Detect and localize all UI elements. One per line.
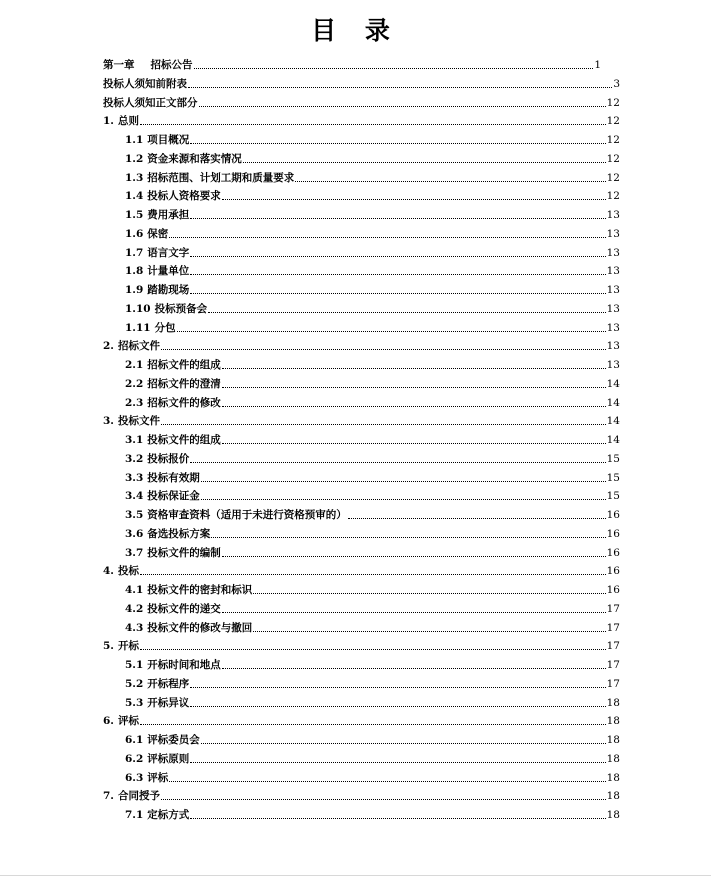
toc-entry[interactable] xyxy=(125,469,620,485)
toc-entry-title xyxy=(125,302,207,316)
toc-entry-page-number: 13 xyxy=(606,227,620,240)
dot-leader xyxy=(190,255,605,257)
toc-entry-title xyxy=(125,283,189,297)
toc-entry-page-number: 13 xyxy=(606,246,620,259)
toc-entry-label: 投标文件的密封和标识 xyxy=(147,584,253,596)
toc-entry-title xyxy=(125,227,168,241)
toc-entry-page-number: 12 xyxy=(606,152,620,165)
toc-entry-number: 4.1 xyxy=(125,584,144,596)
toc-entry-title xyxy=(125,658,221,672)
toc-entry-title xyxy=(125,433,221,447)
toc-entry-number: 第一章 xyxy=(103,59,135,71)
toc-entry-page-number: 18 xyxy=(606,715,620,728)
dot-leader xyxy=(194,67,594,69)
page-title: 目 录 xyxy=(311,16,400,45)
toc-entry-label: 评标 xyxy=(117,715,139,728)
toc-entry-title xyxy=(125,602,221,616)
toc-entry[interactable] xyxy=(125,506,620,522)
page-bottom-divider xyxy=(0,875,711,876)
toc-entry-page-number: 17 xyxy=(606,640,620,653)
toc-entry[interactable] xyxy=(125,694,620,710)
toc-entry-number: 1.7 xyxy=(125,246,144,259)
dot-leader xyxy=(348,517,606,519)
dot-leader xyxy=(222,405,606,407)
dot-leader xyxy=(169,780,605,782)
toc-entry-page-number: 18 xyxy=(606,809,620,821)
toc-entry-label: 投标文件的组成 xyxy=(147,434,221,446)
toc-entry-label: 招标范围、计划工期和质量要求 xyxy=(147,171,295,184)
toc-entry-label: 投标人须知前附表 xyxy=(103,77,187,90)
toc-entry-title xyxy=(125,452,189,466)
toc-entry-number: 4.3 xyxy=(125,621,144,634)
toc-entry-label: 评标委员会 xyxy=(147,734,200,746)
toc-entry[interactable] xyxy=(103,75,620,91)
toc-entry-label: 备选投标方案 xyxy=(147,527,211,540)
toc-entry[interactable] xyxy=(125,394,620,410)
toc-entry-title xyxy=(103,564,139,578)
toc-entry-title xyxy=(103,414,160,428)
toc-entry-page-number: 18 xyxy=(606,734,620,746)
dot-leader xyxy=(243,161,606,163)
toc-entry-page-number: 15 xyxy=(606,471,620,484)
toc-entry-label: 资格审查资料（适用于未进行资格预审的） xyxy=(147,509,347,521)
toc-entry[interactable] xyxy=(103,94,620,110)
toc-entry[interactable] xyxy=(125,731,620,747)
toc-entry-title xyxy=(125,771,168,785)
toc-entry-title xyxy=(103,714,139,728)
dot-leader xyxy=(190,686,605,688)
dot-leader xyxy=(161,798,606,800)
toc-entry-title xyxy=(125,133,189,147)
toc-entry-number: 6.1 xyxy=(125,734,144,746)
toc-entry[interactable] xyxy=(125,769,620,785)
toc-entry-label: 评标原则 xyxy=(147,752,190,765)
toc-entry-title xyxy=(125,171,294,185)
dot-leader xyxy=(140,648,606,650)
toc-entry-page-number: 17 xyxy=(606,677,620,690)
toc-entry[interactable] xyxy=(125,244,620,260)
toc-entry-label: 投标保证金 xyxy=(147,490,200,503)
toc-entry[interactable] xyxy=(125,619,620,635)
toc-entry-number: 3.5 xyxy=(125,509,144,521)
dot-leader xyxy=(190,273,605,275)
toc-entry-title xyxy=(103,114,139,128)
toc-entry-page-number: 15 xyxy=(606,490,620,503)
toc-entry-title xyxy=(125,733,200,747)
toc-entry-label: 费用承担 xyxy=(147,209,190,221)
dot-leader xyxy=(190,217,605,219)
toc-entry-page-number: 13 xyxy=(606,265,620,278)
toc-entry-number: 4.2 xyxy=(125,602,144,615)
toc-entry-page-number: 18 xyxy=(606,696,620,709)
toc-entry-title xyxy=(125,527,210,541)
toc-entry-number: 3. xyxy=(103,415,114,428)
dot-leader xyxy=(201,742,606,744)
dot-leader xyxy=(169,236,605,238)
dot-leader xyxy=(295,180,605,182)
toc-entry-number: 5.2 xyxy=(125,677,144,690)
toc-entry-title xyxy=(125,321,176,335)
toc-entry[interactable] xyxy=(125,169,620,185)
toc-entry-label: 投标报价 xyxy=(147,452,190,465)
toc-entry-page-number: 12 xyxy=(606,190,620,203)
toc-entry-number: 5. xyxy=(103,640,114,653)
toc-entry-page-number: 16 xyxy=(606,565,620,578)
toc-entry-number: 3.4 xyxy=(125,490,144,503)
toc-entry-title xyxy=(103,96,198,110)
toc-entry-number: 5.3 xyxy=(125,696,144,709)
toc-entry-label: 语言文字 xyxy=(147,246,190,259)
toc-entry-number: 6.3 xyxy=(125,771,144,784)
toc-entry-label: 招标文件的组成 xyxy=(147,359,221,371)
dot-leader xyxy=(201,498,606,500)
toc-entry-number: 1.11 xyxy=(125,321,151,334)
toc-entry-title xyxy=(125,583,252,597)
toc-entry-page-number: 13 xyxy=(606,209,620,221)
toc-entry[interactable] xyxy=(103,712,620,728)
toc-entry-number: 2.3 xyxy=(125,396,144,409)
toc-entry-page-number: 18 xyxy=(606,752,620,765)
toc-entry-label: 开标程序 xyxy=(147,677,190,690)
toc-entry-page-number: 3 xyxy=(613,77,620,90)
toc-entry[interactable] xyxy=(103,787,620,803)
toc-entry[interactable] xyxy=(125,262,620,278)
toc-entry[interactable] xyxy=(125,206,620,222)
toc-entry-title xyxy=(125,677,189,691)
toc-entry-title xyxy=(125,696,189,710)
toc-entry-number: 1.5 xyxy=(125,209,144,221)
toc-entry-label: 投标文件的递交 xyxy=(147,602,221,615)
toc-entry[interactable] xyxy=(103,562,620,578)
toc-entry-title xyxy=(125,489,200,503)
toc-entry-number: 1.2 xyxy=(125,152,144,165)
toc-entry-number: 2. xyxy=(103,340,114,353)
toc-entry[interactable] xyxy=(125,525,620,541)
toc-entry-number: 1. xyxy=(103,115,114,128)
toc-entry-label: 投标文件的修改与撤回 xyxy=(147,621,253,634)
toc-entry-page-number: 17 xyxy=(606,659,620,671)
dot-leader xyxy=(201,480,606,482)
toc-entry-number: 2.1 xyxy=(125,359,144,371)
toc-entry-label: 开标 xyxy=(117,640,139,653)
dot-leader xyxy=(190,142,605,144)
dot-leader xyxy=(222,555,606,557)
dot-leader xyxy=(190,292,605,294)
dot-leader xyxy=(190,705,605,707)
toc-entry-number: 6.2 xyxy=(125,752,144,765)
toc-entry-page-number: 16 xyxy=(606,546,620,559)
toc-entry-label: 评标 xyxy=(147,771,169,784)
toc-entry-page-number: 12 xyxy=(606,134,620,146)
toc-entry[interactable] xyxy=(125,131,620,147)
toc-entry-page-number: 12 xyxy=(606,171,620,184)
toc-entry-page-number: 13 xyxy=(606,284,620,296)
toc-entry-number: 5.1 xyxy=(125,659,144,671)
toc-entry-number: 1.10 xyxy=(125,302,151,315)
toc-entry-title xyxy=(125,264,189,278)
toc-entry-label: 踏勘现场 xyxy=(147,284,190,296)
toc-entry-page-number: 14 xyxy=(606,434,620,446)
toc-entry-label: 总则 xyxy=(117,115,139,128)
toc-entry-label: 保密 xyxy=(147,227,169,240)
toc-entry-number: 1.9 xyxy=(125,284,144,296)
dot-leader xyxy=(222,442,606,444)
dot-leader xyxy=(208,311,606,313)
toc-entry-label: 投标人资格要求 xyxy=(147,190,221,203)
toc-entry-label: 投标人须知正文部分 xyxy=(103,96,198,109)
toc-entry-label: 开标时间和地点 xyxy=(147,659,221,671)
dot-leader xyxy=(140,723,606,725)
toc-entry-title xyxy=(103,639,139,653)
toc-entry-page-number: 13 xyxy=(606,321,620,334)
toc-entry-number: 1.6 xyxy=(125,227,144,240)
toc-entry-number: 7. xyxy=(103,790,114,803)
toc-entry[interactable] xyxy=(125,806,620,822)
toc-entry-page-number: 14 xyxy=(606,377,620,390)
toc-entry-number: 3.3 xyxy=(125,471,144,484)
toc-entry-title xyxy=(125,808,189,822)
toc-entry-page-number: 14 xyxy=(606,415,620,428)
toc-entry-label: 投标有效期 xyxy=(147,471,200,484)
toc-entry-label: 合同授予 xyxy=(117,790,160,803)
toc-entry-page-number: 18 xyxy=(606,790,620,803)
toc-entry-title xyxy=(103,58,193,72)
toc-entry-number: 2.2 xyxy=(125,377,144,390)
toc-entry-title xyxy=(125,546,221,560)
toc-entry-title xyxy=(125,246,189,260)
toc-entry-label: 投标预备会 xyxy=(154,302,208,315)
dot-leader xyxy=(188,86,612,88)
toc-entry[interactable] xyxy=(125,544,620,560)
toc-entry[interactable] xyxy=(103,56,601,72)
toc-entry-page-number: 18 xyxy=(606,771,620,784)
toc-entry-label: 分包 xyxy=(154,321,176,334)
toc-entry[interactable] xyxy=(103,412,620,428)
dot-leader xyxy=(253,630,605,632)
toc-entry-page-number: 13 xyxy=(606,302,620,315)
toc-entry-number: 3.2 xyxy=(125,452,144,465)
toc-entry[interactable] xyxy=(125,675,620,691)
toc-entry-page-number: 16 xyxy=(606,509,620,521)
toc-entry-page-number: 16 xyxy=(606,527,620,540)
toc-entry-label: 资金来源和落实情况 xyxy=(147,152,242,165)
toc-entry[interactable] xyxy=(125,487,620,503)
toc-entry-title xyxy=(125,152,242,166)
toc-entry-title xyxy=(103,789,160,803)
toc-entry[interactable] xyxy=(125,225,620,241)
toc-entry[interactable] xyxy=(125,356,620,372)
dot-leader xyxy=(222,667,606,669)
toc-entry-title xyxy=(125,508,347,522)
dot-leader xyxy=(190,817,605,819)
toc-entry[interactable] xyxy=(103,337,620,353)
toc-entry[interactable] xyxy=(125,750,620,766)
toc-entry[interactable] xyxy=(125,600,620,616)
toc-entry-label: 计量单位 xyxy=(147,265,190,278)
toc-entry-number: 3.6 xyxy=(125,527,144,540)
toc-entry-page-number: 16 xyxy=(606,584,620,596)
dot-leader xyxy=(211,536,605,538)
toc-entry-number: 6. xyxy=(103,715,114,728)
toc-entry[interactable] xyxy=(125,319,620,335)
dot-leader xyxy=(177,330,606,332)
toc-entry[interactable] xyxy=(103,637,620,653)
toc-entry-page-number: 1 xyxy=(594,59,601,71)
toc-entry-label: 投标 xyxy=(117,565,139,578)
toc-entry-page-number: 12 xyxy=(606,96,620,109)
toc-entry-title xyxy=(125,377,221,391)
dot-leader xyxy=(253,592,605,594)
toc-entry-number: 1.3 xyxy=(125,171,144,184)
toc-entry[interactable] xyxy=(125,187,620,203)
toc-entry-page-number: 15 xyxy=(606,452,620,465)
dot-leader xyxy=(222,611,606,613)
dot-leader xyxy=(140,123,606,125)
toc-entry[interactable] xyxy=(125,431,620,447)
dot-leader xyxy=(222,367,606,369)
toc-entry-number: 4. xyxy=(103,565,114,578)
dot-leader xyxy=(161,348,606,350)
toc-entry-label: 开标异议 xyxy=(147,696,190,709)
toc-entry[interactable] xyxy=(125,450,620,466)
toc-entry[interactable] xyxy=(125,581,620,597)
toc-entry-label: 招标文件的修改 xyxy=(147,396,221,409)
toc-entry-label: 投标文件的编制 xyxy=(147,546,221,559)
toc-entry[interactable] xyxy=(125,375,620,391)
toc-entry-number: 3.1 xyxy=(125,434,144,446)
toc-entry-label: 项目概况 xyxy=(147,134,190,146)
toc-entry-title xyxy=(103,77,187,91)
toc-entry[interactable] xyxy=(125,281,620,297)
toc-entry-label: 投标文件 xyxy=(117,415,160,428)
toc-entry-number: 3.7 xyxy=(125,546,144,559)
toc-entry-title xyxy=(103,339,160,353)
toc-entry-page-number: 13 xyxy=(606,340,620,353)
toc-entry-number: 1.4 xyxy=(125,190,144,203)
dot-leader xyxy=(222,198,606,200)
toc-entry-number: 7.1 xyxy=(125,809,144,821)
toc-entry-title xyxy=(125,471,200,485)
toc-entry[interactable] xyxy=(125,656,620,672)
toc-entry-title xyxy=(125,621,252,635)
toc-entry-page-number: 12 xyxy=(606,115,620,128)
toc-entry-title xyxy=(125,396,221,410)
toc-entry-number: 1.1 xyxy=(125,134,144,146)
toc-entry-title xyxy=(125,752,189,766)
toc-entry-title xyxy=(125,208,189,222)
dot-leader xyxy=(161,423,606,425)
toc-entry[interactable] xyxy=(103,112,620,128)
dot-leader xyxy=(199,105,606,107)
toc-entry-number: 1.8 xyxy=(125,265,144,278)
toc-entry-label: 招标文件的澄清 xyxy=(147,377,221,390)
dot-leader xyxy=(222,386,606,388)
dot-leader xyxy=(190,461,605,463)
toc-entry-page-number: 14 xyxy=(606,396,620,409)
toc-entry-label: 定标方式 xyxy=(147,809,190,821)
toc-entry-page-number: 17 xyxy=(606,621,620,634)
toc-entry-page-number: 17 xyxy=(606,602,620,615)
toc-entry-title xyxy=(125,189,221,203)
toc-entry-label: 招标公告 xyxy=(150,59,193,71)
toc-entry-page-number: 13 xyxy=(606,359,620,371)
dot-leader xyxy=(140,573,606,575)
toc-entry-label: 招标文件 xyxy=(117,340,160,353)
toc-entry-title xyxy=(125,358,221,372)
dot-leader xyxy=(190,761,605,763)
toc-entry[interactable] xyxy=(125,150,620,166)
toc-entry[interactable] xyxy=(125,300,620,316)
